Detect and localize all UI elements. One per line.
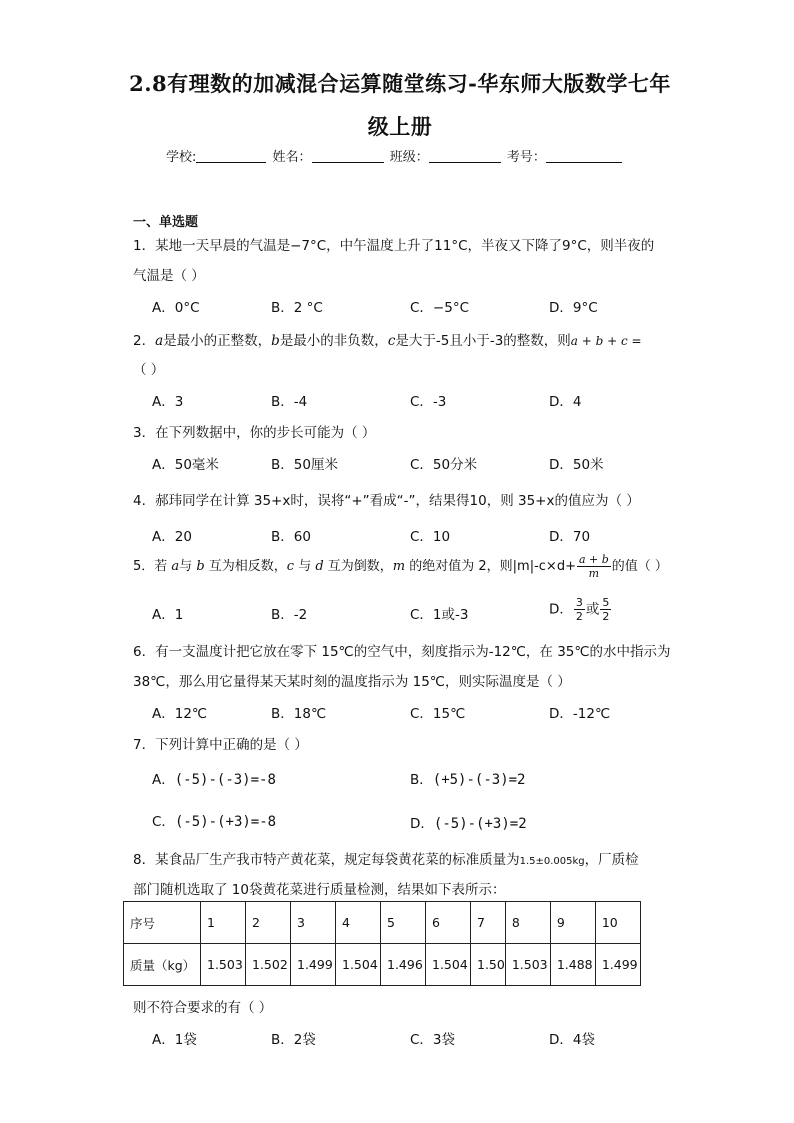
q3-line-1: 3．在下列数据中，你的步长可能为（ ）: [133, 425, 376, 441]
q2-option-b[interactable]: B．-4: [271, 394, 308, 410]
table-cell: 1.488: [550, 944, 595, 986]
q7-line-1: 7．下列计算中正确的是（ ）: [133, 737, 308, 753]
q2-option-c[interactable]: C．-3: [410, 394, 447, 410]
table-cell: 4: [336, 902, 381, 944]
q4-option-d[interactable]: D．70: [549, 529, 591, 545]
q8-text-2: ，厂质检: [584, 852, 639, 868]
q5-option-a[interactable]: A．1: [152, 607, 184, 623]
q4-option-a[interactable]: A．20: [152, 529, 192, 545]
table-cell: 5: [381, 902, 426, 944]
q3-option-a[interactable]: A．50毫米: [152, 457, 219, 473]
q7-option-d-label: D．: [410, 816, 434, 832]
q6-option-a[interactable]: A．12℃: [152, 706, 208, 722]
table-row-numbers: [124, 902, 641, 944]
q5-var-a: a: [171, 559, 180, 574]
q5-var-b: b: [196, 559, 205, 574]
q7-option-b[interactable]: [410, 768, 525, 788]
q7-option-a[interactable]: [152, 768, 276, 788]
q2-line-2: （ ）: [133, 362, 165, 378]
school-blank[interactable]: [196, 149, 266, 163]
q5-var-m: m: [392, 559, 406, 574]
q4-option-b[interactable]: B．60: [271, 529, 311, 545]
q6-line-2: 38℃，那么用它量得某天某时刻的温度指示为 15℃，则实际温度是（ ）: [133, 674, 571, 690]
q5-option-d-label: D．: [549, 601, 573, 618]
q8-line-3: 则不符合要求的有（ ）: [133, 1000, 273, 1016]
q5-d-frac2-den: 2: [602, 610, 610, 623]
q5-text-7: 的值（ ）: [611, 559, 668, 574]
q8-option-b[interactable]: B．2袋: [271, 1032, 316, 1048]
q5-fraction-denominator: m: [588, 567, 600, 580]
q8-line-2: 部门随机选取了 10袋黄花菜进行质量检测，结果如下表所示：: [133, 882, 506, 898]
table-cell: 1.502: [246, 944, 291, 986]
table-cell: 10: [595, 902, 640, 944]
q7-option-b-expression: (+5)-(-3)=2: [432, 772, 526, 788]
q7-option-b-label: B．: [410, 772, 433, 788]
q8-text-1: 8．某食品厂生产我市特产黄花菜，规定每袋黄花菜的标准质量为: [133, 852, 520, 868]
q1-line-2: 气温是（ ）: [133, 268, 205, 284]
q5-text-3: 互为相反数，: [204, 559, 287, 574]
q1-option-b[interactable]: B．2 °C: [271, 300, 323, 316]
q5-d-frac1-den: 2: [575, 610, 583, 623]
q5-var-d: d: [315, 559, 324, 574]
table-cell: 6: [426, 902, 471, 944]
q5-text-2: 与: [179, 559, 197, 574]
q8-option-a[interactable]: A．1袋: [152, 1032, 197, 1048]
table-cell: 1.50: [471, 944, 506, 986]
q1-option-a[interactable]: A．0°C: [152, 300, 200, 316]
q4-line-1: 4．郝玮同学在计算 35+x时，误将“+”看成“-”，结果得10，则 35+x的值应为（ ）: [133, 493, 640, 509]
q6-option-c[interactable]: C．15℃: [410, 706, 466, 722]
q1-option-d[interactable]: D．9°C: [549, 300, 598, 316]
q1-option-c[interactable]: C．−5°C: [410, 300, 470, 316]
q8-option-c[interactable]: C．3袋: [410, 1032, 456, 1048]
table-header-number: 序号: [124, 902, 201, 944]
table-cell: 1.499: [291, 944, 336, 986]
q7-option-c[interactable]: [152, 810, 276, 830]
q2-option-d[interactable]: D．4: [549, 394, 582, 410]
q8-mass-table: [123, 901, 641, 986]
table-cell: 2: [246, 902, 291, 944]
q4-option-c[interactable]: C．10: [410, 529, 451, 545]
table-cell: 7: [471, 902, 506, 944]
q8-option-d[interactable]: D．4袋: [549, 1032, 595, 1048]
table-cell: 1.503: [505, 944, 550, 986]
table-cell: 1.504: [426, 944, 471, 986]
q2-var-c: c: [387, 333, 396, 349]
q5-var-c: c: [286, 559, 295, 574]
q3-option-b[interactable]: B．50厘米: [271, 457, 338, 473]
q7-option-c-label: C．: [152, 814, 175, 830]
number-blank[interactable]: [546, 149, 622, 163]
table-cell: 3: [291, 902, 336, 944]
section-heading: 一、单选题: [133, 215, 199, 230]
school-label: 学校:: [166, 150, 197, 165]
q5-option-d-fraction-2: [600, 596, 611, 623]
q5-text-6: 的绝对值为 2，则|m|-c×d+: [405, 559, 576, 574]
q6-line-1: 6．有一支温度计把它放在零下 15℃的空气中，刻度指示为-12℃，在 35℃的水中指示为: [133, 644, 671, 660]
q5-d-frac1-num: 3: [575, 596, 583, 609]
q2-text-2: 是最小的正整数，: [163, 333, 272, 349]
q2-text-4: 是大于-5且小于-3的整数，则: [395, 333, 571, 349]
q8-line-1: [133, 848, 639, 868]
q5-option-d-or: 或: [585, 601, 600, 618]
table-row-masses: [124, 944, 641, 986]
q3-option-d[interactable]: D．50米: [549, 457, 604, 473]
student-info-row: [166, 146, 624, 165]
class-blank[interactable]: [429, 149, 501, 163]
table-header-mass: 质量（kg）: [124, 944, 201, 986]
q2-option-a[interactable]: A．3: [152, 394, 184, 410]
title-line-1: 2.8有理数的加减混合运算随堂练习-华东师大版数学七年: [129, 71, 671, 96]
table-cell: 1.503: [201, 944, 246, 986]
q2-text-3: 是最小的非负数，: [279, 333, 388, 349]
q1-line-1: 1．某地一天早晨的气温是−7°C，中午温度上升了11°C，半夜又下降了9°C，则半夜的: [133, 238, 655, 254]
q5-option-b[interactable]: B．-2: [271, 607, 308, 623]
q5-text-4: 与: [294, 559, 316, 574]
q2-line-1: [133, 329, 642, 349]
q6-option-d[interactable]: D．-12℃: [549, 706, 611, 722]
q2-var-a: a: [155, 333, 164, 349]
q3-option-c[interactable]: C．50分米: [410, 457, 478, 473]
q2-expression: a + b + c =: [570, 334, 642, 348]
q7-option-d[interactable]: [410, 812, 527, 832]
table-cell: 1.496: [381, 944, 426, 986]
q7-option-c-expression: (-5)-(+3)=-8: [174, 814, 277, 830]
table-cell: 8: [505, 902, 550, 944]
q5-option-c[interactable]: C．1或-3: [410, 607, 469, 623]
name-blank[interactable]: [312, 149, 384, 163]
q7-option-a-expression: (-5)-(-3)=-8: [174, 772, 276, 788]
q7-option-a-label: A．: [152, 772, 175, 788]
q5-line-1: [133, 553, 668, 580]
table-cell: 1: [201, 902, 246, 944]
q5-option-d-fraction-1: [574, 596, 585, 623]
q7-option-d-expression: (-5)-(+3)=2: [433, 816, 527, 832]
q5-text-1: 5．若: [133, 559, 172, 574]
table-cell: 9: [550, 902, 595, 944]
q5-fraction: [577, 553, 611, 580]
q2-text-1: 2．: [133, 333, 156, 349]
name-label: 姓名：: [272, 150, 312, 165]
q8-standard-mass: 1.5±0.005kg: [519, 856, 585, 867]
q6-option-b[interactable]: B．18℃: [271, 706, 327, 722]
table-cell: 1.504: [336, 944, 381, 986]
class-label: 班级：: [389, 150, 429, 165]
q5-option-d[interactable]: [549, 596, 612, 623]
q2-var-b: b: [271, 333, 280, 349]
q5-fraction-numerator: a + b: [578, 553, 609, 566]
q5-text-5: 互为倒数，: [323, 559, 393, 574]
table-cell: 1.499: [595, 944, 640, 986]
q5-d-frac2-num: 5: [602, 596, 610, 609]
number-label: 考号：: [506, 150, 546, 165]
title-line-2: 级上册: [367, 114, 433, 139]
